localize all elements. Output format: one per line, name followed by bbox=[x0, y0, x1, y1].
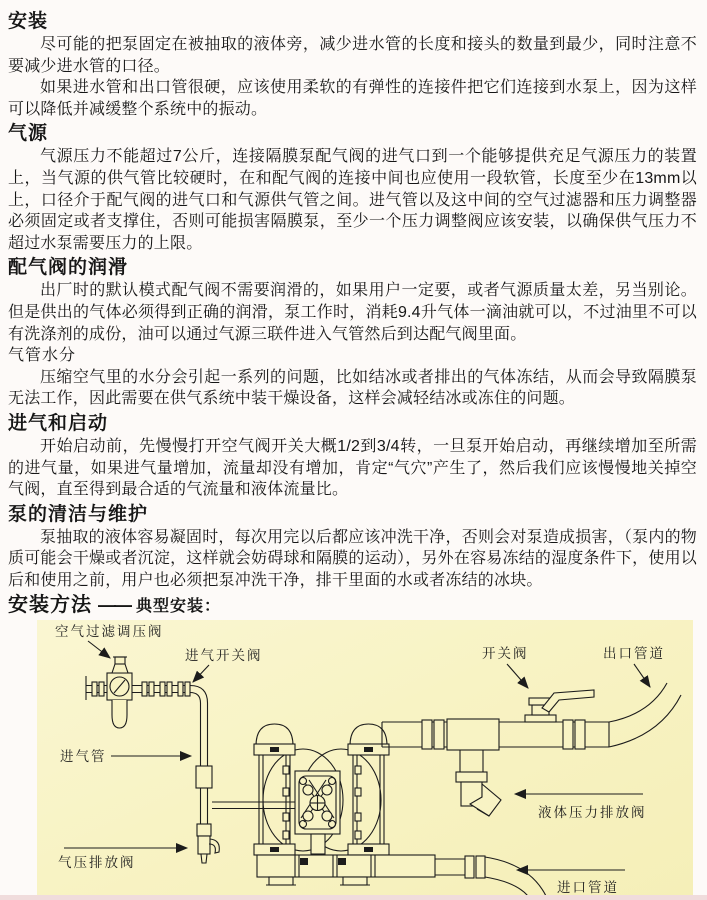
inlet-line-drawing bbox=[435, 856, 546, 896]
diaphragm-pump-drawing bbox=[254, 724, 435, 885]
install-method-subtitle: 典型安装： bbox=[136, 598, 222, 616]
typical-installation-diagram bbox=[37, 620, 693, 896]
paragraph: 压缩空气里的水分会引起一系列的问题，比如结冰或者排出的气体冻结，从而会导致隔膜泵无法工作，因此需要在供气系统中装干燥设备，这样会减轻结冰或冻住的问题。 bbox=[8, 368, 697, 408]
label-air-inlet-pipe: 进气管 bbox=[60, 749, 107, 765]
outlet-pipe-curve-inner bbox=[609, 695, 681, 747]
label-air-filter-regulator: 空气过滤调压阀 bbox=[55, 624, 164, 640]
switch-valve-drawing bbox=[525, 690, 594, 722]
pump-bottom-manifold bbox=[257, 855, 435, 885]
paragraph: 开始启动前，先慢慢打开空气阀开关大概1/2到3/4转，一旦泵开始启动，再继续增加至所需的进气量，如果进气量增加，流量却没有增加，肯定“气穴”产生了，然后我们应该慢慢地关掉空气阀，直至得到最合适的气流量和液体流量比。 bbox=[8, 437, 697, 499]
install-method-heading bbox=[8, 595, 697, 618]
install-method-title: 安装方法 bbox=[8, 594, 92, 617]
section-heading-cleaning-maintenance: 泵的清洁与维护 bbox=[8, 503, 149, 525]
liquid-pressure-relief-valve-drawing bbox=[456, 772, 501, 816]
arrow-to-air-filter-regulator bbox=[88, 641, 110, 658]
paragraph: 尽可能的把泵固定在被抽取的液体旁，减少进水管的长度和接头的数量到最少，同时注意不要减少进水管的口径。 bbox=[8, 36, 697, 75]
install-method-dash: —— bbox=[98, 595, 130, 616]
inlet-pipe-curve-outer bbox=[485, 857, 546, 896]
arrow-to-switch-valve bbox=[507, 664, 528, 688]
air-filter-regulator-drawing bbox=[86, 657, 190, 728]
paragraph: 气源压力不能超过7公斤，连接隔膜泵配气阀的进气口到一个能够提供充足气源压力的装置上，当气源的供气管比较硬时，在和配气阀的连接中间也应使用一段软管，长度至少在13mm以上，口径介于配气阀的进气口和气源供气管之间。进气管以及这中间的空气过滤器和压力调整器必须固定或者支撑住，否则可能损害隔膜泵，至少一个压力调整阀应该安装，以确保供气压力不超过水泵需要压力的上限。 bbox=[8, 148, 697, 252]
section-heading-install: 安装 bbox=[8, 11, 49, 32]
label-air-inlet-switch-valve: 进气开关阀 bbox=[185, 648, 263, 664]
label-liquid-pressure-relief-valve: 液体压力排放阀 bbox=[538, 805, 647, 821]
label-inlet-pipe: 进口管道 bbox=[557, 880, 619, 896]
paragraph: 泵抽取的液体容易凝固时，每次用完以后都应该冲洗干净，否则会对泵造成损害，（泵内的物质可能会干燥或者沉淀，这样就会妨碍球和隔膜的运动），另外在容易冻结的湿度条件下，使用以后和使用之前，用户也必须把泵冲洗干净，排干里面的水或者冻结的冰块。 bbox=[8, 528, 697, 589]
label-outlet-pipe: 出口管道 bbox=[603, 646, 665, 662]
paragraph: 如果进水管和出口管很硬，应该使用柔软的有弹性的连接件把它们连接到水泵上，因为这样可以降低并减缓整个系统中的振动。 bbox=[8, 79, 697, 118]
page-bottom-strip bbox=[0, 895, 707, 900]
arrow-to-outlet-pipe bbox=[634, 664, 650, 687]
pump-center-valve-body bbox=[295, 771, 340, 854]
outlet-pipe-curve-outer bbox=[609, 683, 667, 722]
section-heading-valve-lubrication: 配气阀的润滑 bbox=[8, 257, 129, 279]
discharge-line-drawing bbox=[382, 683, 681, 772]
label-air-pressure-relief-valve: 气压排放阀 bbox=[58, 855, 136, 871]
air-pressure-relief-valve-drawing bbox=[198, 836, 210, 854]
air-supply-line-drawing bbox=[190, 686, 310, 864]
section-heading-air-source: 气源 bbox=[8, 123, 49, 145]
paragraph: 出厂时的默认模式配气阀不需要润滑的，如果用户一定要，或者气源质量太差，另当别论。但是供出的气体必须得到正确的润滑，泵工作时，消耗9.4升气体一滴油就可以，不过油里不可以有洗涤剂的成份，油可以通过气源三联件进入气管然后到达配气阀里面。 bbox=[8, 282, 697, 343]
section-heading-intake-startup: 进气和启动 bbox=[8, 412, 109, 434]
discharge-tee-block bbox=[447, 719, 499, 750]
section-heading-air-moisture: 气管水分 bbox=[8, 347, 77, 365]
inlet-pipe-curve-inner bbox=[485, 877, 528, 896]
label-switch-valve: 开关阀 bbox=[482, 646, 529, 662]
diagram-svg bbox=[37, 620, 693, 896]
arrow-to-air-inlet-switch-valve bbox=[193, 665, 209, 682]
